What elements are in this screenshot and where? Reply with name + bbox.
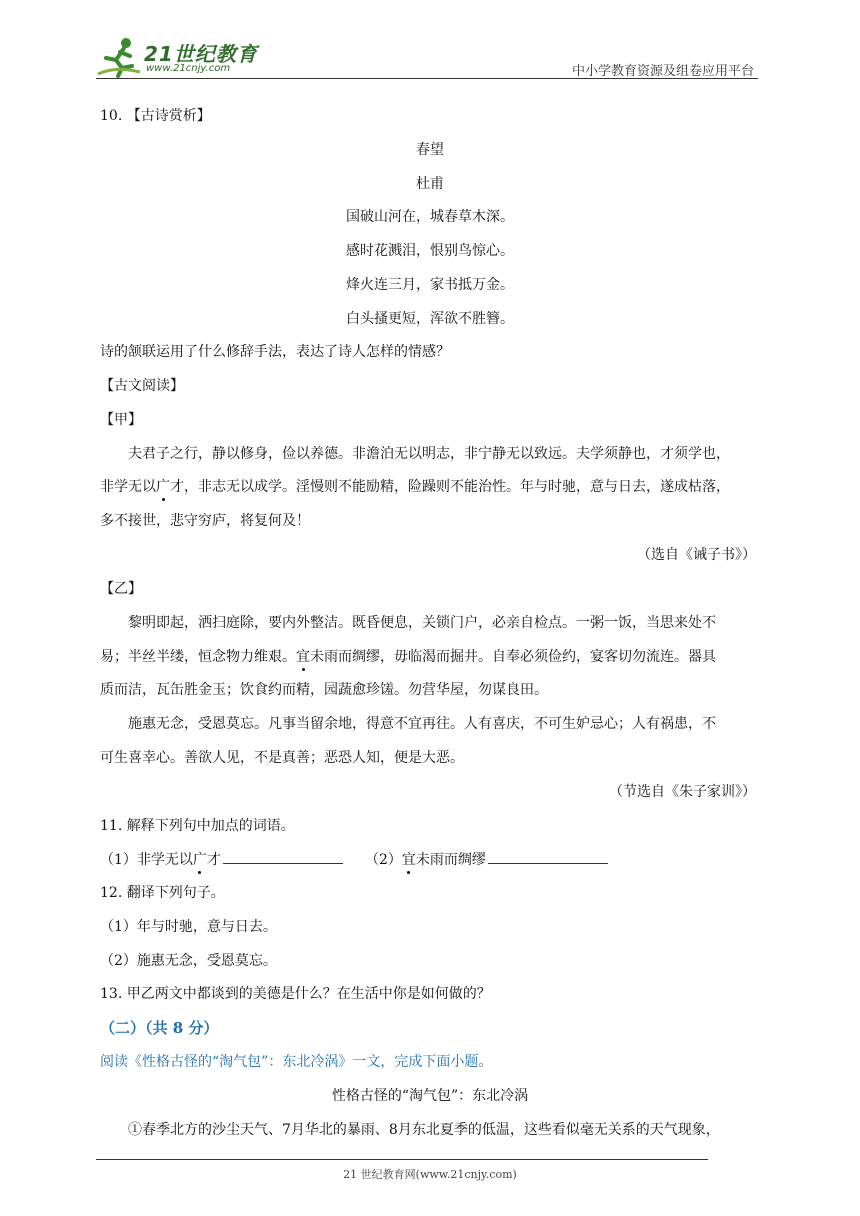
emphasis-dot-char: 广	[156, 479, 170, 495]
logo-text: 21世纪教育	[144, 42, 258, 66]
yi-text-line: 黎明即起，洒扫庭除，要内外整洁。既昏便息，关锁门户，必亲自检点。一粥一饭，当思来处不	[128, 615, 716, 631]
q12-item-1: （1）年与时驰，意与日去。	[100, 919, 277, 935]
footer-divider	[96, 1159, 708, 1160]
poem-line: 国破山河在，城春草木深。	[346, 209, 514, 225]
answer-blank[interactable]	[223, 849, 343, 864]
q13-label: 13. 甲乙两文中都谈到的美德是什么？在生活中你是如何做的？	[100, 986, 491, 1002]
logo-url: www.21cnjy.com	[146, 63, 231, 74]
answer-blank[interactable]	[488, 849, 608, 864]
article-paragraph: ①春季北方的沙尘天气、7月华北的暴雨、8月东北夏季的低温，这些看似毫无关系的天气现象，	[128, 1122, 720, 1138]
poem-title: 春望	[416, 142, 444, 158]
q11-item-1: （1）非学无以广才	[100, 849, 343, 870]
yi-text-line: 施惠无念，受恩莫忘。凡事当留余地，得意不宜再往。人有喜庆，不可生妒忌心；人有祸患，不	[128, 716, 716, 732]
reading-instruction: 阅读《性格古怪的“淘气包”：东北冷涡》一文，完成下面小题。	[100, 1054, 493, 1070]
poem-line: 感时花溅泪，恨别鸟惊心。	[346, 243, 514, 259]
yi-text-line: 易；半丝半缕，恒念物力维艰。宜未雨而绸缪，毋临渴而掘井。自奉必须俭约，宴客切勿流连。器具	[100, 649, 716, 665]
site-logo	[96, 34, 266, 80]
poem-line: 烽火连三月，家书抵万金。	[346, 277, 514, 293]
yi-text-line: 可生喜幸心。善欲人见，不是真善；恶恐人知，便是大恶。	[100, 750, 464, 766]
yi-text-line: 质而洁，瓦缶胜金玉；饮食约而精，园蔬愈珍馐。勿营华屋，勿谋良田。	[100, 682, 548, 698]
jia-text-line: 多不接世，悲守穷庐，将复何及！	[100, 513, 310, 529]
q11-item-2: （2）宜未雨而绸缪	[365, 849, 608, 870]
runner-logo-icon	[96, 36, 142, 78]
poem-author: 杜甫	[416, 176, 444, 192]
q12-item-2: （2）施惠无念，受恩莫忘。	[100, 953, 277, 969]
section-title: （二）（共 8 分）	[100, 1019, 219, 1037]
jia-text-line: 非学无以广才，非志无以成学。淫慢则不能励精，险躁则不能治性。年与时驰，意与日去，遂成枯落，	[100, 479, 730, 495]
q10-question: 诗的颔联运用了什么修辞手法，表达了诗人怎样的情感？	[100, 344, 450, 360]
jia-label: 【甲】	[100, 412, 142, 428]
q10-label: 10. 【古诗赏析】	[100, 108, 211, 124]
article-title: 性格古怪的“淘气包”：东北冷涡	[331, 1088, 529, 1104]
q11-label: 11. 解释下列句中加点的词语。	[100, 818, 295, 834]
platform-name: 中小学教育资源及组卷应用平台	[571, 64, 754, 79]
classical-heading: 【古文阅读】	[100, 378, 184, 394]
jia-text-line: 夫君子之行，静以修身，俭以养德。非澹泊无以明志，非宁静无以致远。夫学须静也，才须学也，	[128, 446, 730, 462]
emphasis-dot-char: 广	[192, 852, 207, 868]
poem-line: 白头搔更短，浑欲不胜簪。	[346, 311, 514, 327]
header-divider	[96, 78, 758, 79]
footer-text: 21 世纪教育网(www.21cnjy.com)	[343, 1168, 517, 1181]
jia-source: （选自《诫子书》）	[637, 547, 756, 563]
emphasis-dot-char: 宜	[401, 852, 416, 868]
q12-label: 12. 翻译下列句子。	[100, 885, 225, 901]
emphasis-dot-char: 宜	[296, 649, 310, 665]
yi-source: （节选自《朱子家训》）	[609, 784, 756, 800]
yi-label: 【乙】	[100, 581, 142, 597]
